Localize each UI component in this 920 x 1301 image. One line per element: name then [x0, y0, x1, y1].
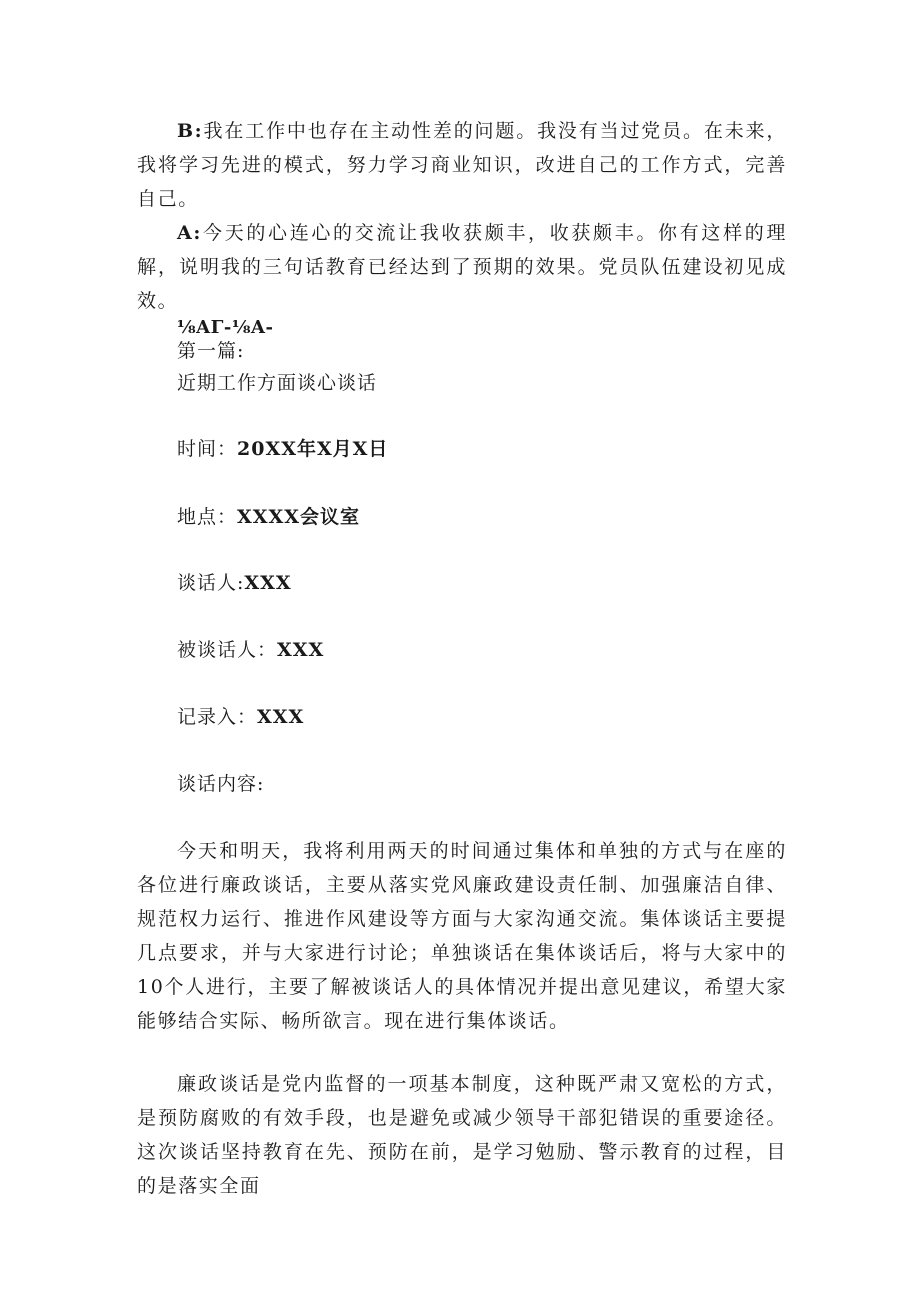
- paragraph-b: [137, 114, 787, 216]
- paragraph-a-text: 今天的心连心的交流让我收获颇丰，收获颇丰。你有这样的理解，说明我的三句话教育已经达到了预期的效果。党员队伍建设初见成效。: [137, 222, 787, 312]
- garbled-heading: ⅛AΓ-⅛A-: [177, 317, 274, 338]
- speaker-label: 谈话人:: [177, 572, 245, 594]
- speaker-line: [177, 569, 292, 597]
- listener-label: 被谈话人：: [177, 639, 278, 661]
- listener-line: [177, 636, 324, 664]
- content-label: 谈话内容:: [177, 773, 265, 795]
- body-paragraph-2: 廉政谈话是党内监督的一项基本制度，这种既严肃又宽松的方式，是预防腐败的有效手段，也是避免或减少领导干部犯错误的重要途径。这次谈话坚持教育在先、预防在前，是学习勉励、警示教育的过程，目的是落实全面: [137, 1073, 787, 1197]
- recorder-line: [177, 703, 304, 731]
- section-title: 第一篇:: [177, 340, 245, 362]
- place-value: XXXX会议室: [237, 506, 360, 528]
- recorder-label: 记录入：: [177, 706, 258, 728]
- paragraph-a: [137, 216, 787, 318]
- speaker-value: XXX: [244, 572, 292, 594]
- body-paragraph-1: 今天和明天，我将利用两天的时间通过集体和单独的方式与在座的各位进行廉政谈话，主要从落实党风廉政建设责任制、加强廉洁自律、规范权力运行、推进作风建设等方面与大家沟通交流。集体谈话主要提几点要求，并与大家进行讨论；单独谈话在集体谈话后，将与大家中的10个人进行，主要了解被谈话人的具体情况并提出意见建议，希望大家能够结合实际、畅所欲言。现在进行集体谈话。: [137, 840, 787, 1032]
- place-line: [177, 503, 360, 531]
- paragraph-b-text: 我在工作中也存在主动性差的问题。我没有当过党员。在未来，我将学习先进的模式，努力学习商业知识，改进自己的工作方式，完善自己。: [137, 120, 787, 210]
- place-label: 地点：: [177, 506, 238, 528]
- speaker-a-label: A:: [177, 222, 202, 244]
- time-value: 20XX年X月X日: [237, 438, 389, 460]
- listener-value: XXX: [277, 639, 325, 661]
- speaker-b-label: B:: [177, 120, 204, 142]
- subtitle: 近期工作方面谈心谈话: [177, 372, 378, 394]
- time-label: 时间：: [177, 438, 238, 460]
- time-line: [177, 435, 388, 463]
- recorder-value: XXX: [257, 706, 305, 728]
